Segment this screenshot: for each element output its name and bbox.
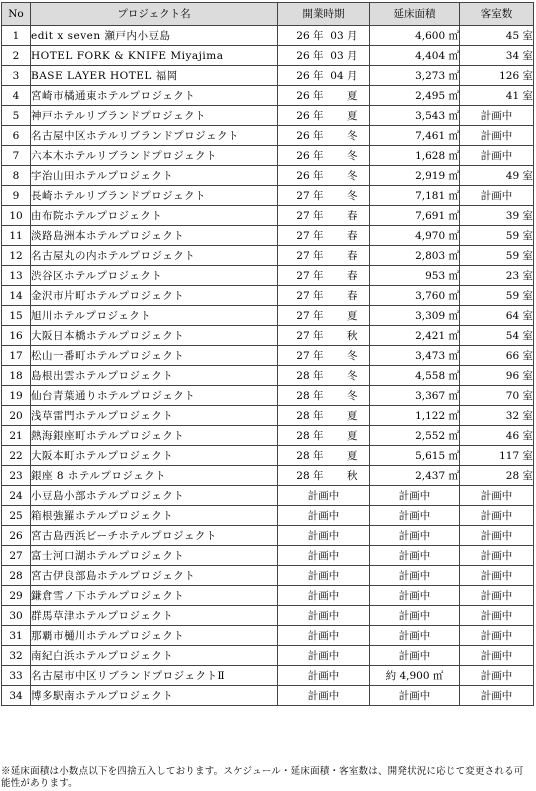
project-name: 渋谷区ホテルプロジェクト — [31, 266, 278, 286]
project-name: 博多駅南ホテルプロジェクト — [31, 686, 278, 706]
room-count: 計画中 — [460, 146, 534, 166]
floor-area: 計画中 — [370, 606, 460, 626]
room-count: 計画中 — [460, 106, 534, 126]
opening-month-or-season: 春 — [347, 249, 358, 262]
floor-area: 2,803 ㎡ — [370, 246, 460, 266]
room-count: 45 室 — [460, 26, 534, 46]
opening-year: 27 年 — [296, 249, 324, 262]
opening-month-or-season: 冬 — [347, 149, 358, 162]
project-name: 鎌倉雪ノ下ホテルプロジェクト — [31, 586, 278, 606]
project-name: 松山一番町ホテルプロジェクト — [31, 346, 278, 366]
opening-year: 28 年 — [296, 429, 324, 442]
table-row — [2, 646, 534, 666]
row-number: 20 — [2, 406, 31, 426]
room-count: 59 室 — [460, 286, 534, 306]
table-row — [2, 506, 534, 526]
opening-year: 27 年 — [296, 209, 324, 222]
project-name: 銀座 8 ホテルプロジェクト — [31, 466, 278, 486]
room-count: 49 室 — [460, 166, 534, 186]
room-count: 計画中 — [460, 526, 534, 546]
project-name: 大阪本町ホテルプロジェクト — [31, 446, 278, 466]
opening-period — [278, 286, 370, 306]
room-count: 計画中 — [460, 566, 534, 586]
table-row — [2, 146, 534, 166]
opening-period: 計画中 — [278, 626, 370, 646]
project-name: 大阪日本橋ホテルプロジェクト — [31, 326, 278, 346]
opening-year: 28 年 — [296, 449, 324, 462]
opening-period — [278, 446, 370, 466]
opening-period — [278, 246, 370, 266]
room-count: 41 室 — [460, 86, 534, 106]
row-number: 33 — [2, 666, 31, 686]
opening-year: 27 年 — [296, 269, 324, 282]
project-name: 浅草雷門ホテルプロジェクト — [31, 406, 278, 426]
row-number: 34 — [2, 686, 31, 706]
row-number: 12 — [2, 246, 31, 266]
project-table — [1, 2, 534, 706]
table-row — [2, 606, 534, 626]
room-count: 計画中 — [460, 546, 534, 566]
floor-area: 3,760 ㎡ — [370, 286, 460, 306]
opening-month-or-season: 冬 — [347, 189, 358, 202]
room-count: 117 室 — [460, 446, 534, 466]
opening-year: 27 年 — [296, 349, 324, 362]
row-number: 24 — [2, 486, 31, 506]
header-floor-area: 延床面積 — [370, 3, 460, 26]
header-rooms: 客室数 — [460, 3, 534, 26]
floor-area: 1,628 ㎡ — [370, 146, 460, 166]
row-number: 31 — [2, 626, 31, 646]
table-row — [2, 686, 534, 706]
project-name: 那覇市樋川ホテルプロジェクト — [31, 626, 278, 646]
row-number: 4 — [2, 86, 31, 106]
project-name: 由布院ホテルプロジェクト — [31, 206, 278, 226]
row-number: 17 — [2, 346, 31, 366]
floor-area: 7,461 ㎡ — [370, 126, 460, 146]
floor-area: 計画中 — [370, 646, 460, 666]
table-row — [2, 626, 534, 646]
room-count: 計画中 — [460, 506, 534, 526]
header-no: No — [2, 3, 31, 26]
floor-area: 2,552 ㎡ — [370, 426, 460, 446]
row-number: 23 — [2, 466, 31, 486]
project-name: 旭川ホテルプロジェクト — [31, 306, 278, 326]
row-number: 11 — [2, 226, 31, 246]
room-count: 23 室 — [460, 266, 534, 286]
project-name: 島根出雲ホテルプロジェクト — [31, 366, 278, 386]
floor-area: 3,543 ㎡ — [370, 106, 460, 126]
opening-period — [278, 466, 370, 486]
opening-period: 計画中 — [278, 526, 370, 546]
floor-area: 4,558 ㎡ — [370, 366, 460, 386]
table-row — [2, 546, 534, 566]
floor-area: 3,473 ㎡ — [370, 346, 460, 366]
floor-area: 計画中 — [370, 526, 460, 546]
floor-area: 2,495 ㎡ — [370, 86, 460, 106]
opening-year: 26 年 — [296, 169, 324, 182]
opening-month-or-season: 春 — [347, 209, 358, 222]
floor-area: 計画中 — [370, 546, 460, 566]
opening-month-or-season: 03 月 — [330, 29, 358, 42]
table-row — [2, 186, 534, 206]
project-name: 富士河口湖ホテルプロジェクト — [31, 546, 278, 566]
project-name: 箱根強羅ホテルプロジェクト — [31, 506, 278, 526]
row-number: 5 — [2, 106, 31, 126]
opening-period — [278, 26, 370, 46]
table-row — [2, 206, 534, 226]
room-count: 計画中 — [460, 586, 534, 606]
floor-area: 953 ㎡ — [370, 266, 460, 286]
floor-area: 計画中 — [370, 586, 460, 606]
room-count: 計画中 — [460, 186, 534, 206]
table-row — [2, 26, 534, 46]
room-count: 66 室 — [460, 346, 534, 366]
room-count: 96 室 — [460, 366, 534, 386]
opening-period: 計画中 — [278, 506, 370, 526]
table-row — [2, 446, 534, 466]
project-name: 長崎ホテルリブランドプロジェクト — [31, 186, 278, 206]
opening-period — [278, 146, 370, 166]
project-name: 名古屋市中区リブランドプロジェクトⅡ — [31, 666, 278, 686]
row-number: 27 — [2, 546, 31, 566]
table-row — [2, 486, 534, 506]
floor-area: 4,600 ㎡ — [370, 26, 460, 46]
table-row — [2, 126, 534, 146]
opening-month-or-season: 04 月 — [330, 69, 358, 82]
row-number: 29 — [2, 586, 31, 606]
project-name: 淡路島洲本ホテルプロジェクト — [31, 226, 278, 246]
row-number: 30 — [2, 606, 31, 626]
opening-year: 28 年 — [296, 389, 324, 402]
opening-period: 計画中 — [278, 686, 370, 706]
opening-period — [278, 166, 370, 186]
project-name: 小豆島小部ホテルプロジェクト — [31, 486, 278, 506]
floor-area: 7,691 ㎡ — [370, 206, 460, 226]
floor-area: 計画中 — [370, 566, 460, 586]
header-opening-period: 開業時期 — [278, 3, 370, 26]
opening-year: 28 年 — [296, 469, 324, 482]
opening-month-or-season: 夏 — [347, 429, 358, 442]
project-name: 宮古伊良部島ホテルプロジェクト — [31, 566, 278, 586]
table-row — [2, 66, 534, 86]
project-name: BASE LAYER HOTEL 福岡 — [31, 66, 278, 86]
table-row — [2, 366, 534, 386]
row-number: 25 — [2, 506, 31, 526]
project-name: 宇治山田ホテルプロジェクト — [31, 166, 278, 186]
opening-year: 27 年 — [296, 189, 324, 202]
row-number: 16 — [2, 326, 31, 346]
table-row — [2, 566, 534, 586]
room-count: 34 室 — [460, 46, 534, 66]
row-number: 26 — [2, 526, 31, 546]
opening-period — [278, 46, 370, 66]
room-count: 32 室 — [460, 406, 534, 426]
opening-year: 26 年 — [296, 69, 324, 82]
row-number: 28 — [2, 566, 31, 586]
opening-period — [278, 206, 370, 226]
row-number: 32 — [2, 646, 31, 666]
project-name: 仙台青葉通りホテルプロジェクト — [31, 386, 278, 406]
table-row — [2, 226, 534, 246]
opening-month-or-season: 夏 — [347, 109, 358, 122]
room-count: 54 室 — [460, 326, 534, 346]
row-number: 15 — [2, 306, 31, 326]
table-row — [2, 666, 534, 686]
opening-year: 27 年 — [296, 289, 324, 302]
project-name: 宮崎市橘通東ホテルプロジェクト — [31, 86, 278, 106]
header-project-name: プロジェクト名 — [31, 3, 278, 26]
floor-area: 2,919 ㎡ — [370, 166, 460, 186]
opening-month-or-season: 春 — [347, 289, 358, 302]
floor-area: 計画中 — [370, 506, 460, 526]
row-number: 14 — [2, 286, 31, 306]
table-row — [2, 246, 534, 266]
project-name: 金沢市片町ホテルプロジェクト — [31, 286, 278, 306]
opening-month-or-season: 冬 — [347, 369, 358, 382]
opening-month-or-season: 夏 — [347, 89, 358, 102]
opening-period — [278, 326, 370, 346]
row-number: 13 — [2, 266, 31, 286]
project-name: 名古屋中区ホテルリブランドプロジェクト — [31, 126, 278, 146]
room-count: 46 室 — [460, 426, 534, 446]
opening-period — [278, 346, 370, 366]
table-row — [2, 386, 534, 406]
room-count: 計画中 — [460, 626, 534, 646]
project-name: 南紀白浜ホテルプロジェクト — [31, 646, 278, 666]
opening-year: 26 年 — [296, 89, 324, 102]
row-number: 18 — [2, 366, 31, 386]
floor-area: 4,404 ㎡ — [370, 46, 460, 66]
room-count: 39 室 — [460, 206, 534, 226]
floor-area: 5,615 ㎡ — [370, 446, 460, 466]
floor-area: 約 4,900 ㎡ — [370, 666, 460, 686]
project-name: 神戸ホテルリブランドプロジェクト — [31, 106, 278, 126]
row-number: 10 — [2, 206, 31, 226]
floor-area: 4,970 ㎡ — [370, 226, 460, 246]
table-row — [2, 286, 534, 306]
opening-period — [278, 266, 370, 286]
row-number: 21 — [2, 426, 31, 446]
row-number: 3 — [2, 66, 31, 86]
floor-area: 1,122 ㎡ — [370, 406, 460, 426]
row-number: 8 — [2, 166, 31, 186]
table-row — [2, 46, 534, 66]
opening-month-or-season: 冬 — [347, 129, 358, 142]
table-row — [2, 346, 534, 366]
table-row — [2, 306, 534, 326]
opening-month-or-season: 冬 — [347, 169, 358, 182]
row-number: 9 — [2, 186, 31, 206]
row-number: 22 — [2, 446, 31, 466]
project-name: 熱海銀座町ホテルプロジェクト — [31, 426, 278, 446]
opening-period: 計画中 — [278, 586, 370, 606]
table-row — [2, 166, 534, 186]
opening-year: 26 年 — [296, 149, 324, 162]
opening-period — [278, 126, 370, 146]
table-row — [2, 526, 534, 546]
opening-period: 計画中 — [278, 646, 370, 666]
opening-month-or-season: 秋 — [347, 329, 358, 342]
opening-period: 計画中 — [278, 486, 370, 506]
floor-area: 計画中 — [370, 686, 460, 706]
table-row — [2, 586, 534, 606]
opening-year: 26 年 — [296, 29, 324, 42]
room-count: 計画中 — [460, 646, 534, 666]
project-name: 群馬草津ホテルプロジェクト — [31, 606, 278, 626]
opening-month-or-season: 冬 — [347, 389, 358, 402]
table-header-row — [2, 3, 534, 26]
room-count: 計画中 — [460, 126, 534, 146]
opening-month-or-season: 03 月 — [330, 49, 358, 62]
room-count: 28 室 — [460, 466, 534, 486]
floor-area: 3,273 ㎡ — [370, 66, 460, 86]
room-count: 70 室 — [460, 386, 534, 406]
row-number: 7 — [2, 146, 31, 166]
opening-month-or-season: 夏 — [347, 309, 358, 322]
project-name: 宮古島西浜ビーチホテルプロジェクト — [31, 526, 278, 546]
floor-area: 3,309 ㎡ — [370, 306, 460, 326]
room-count: 計画中 — [460, 666, 534, 686]
opening-month-or-season: 夏 — [347, 449, 358, 462]
table-body — [2, 26, 534, 706]
project-name: edit x seven 瀬戸内小豆島 — [31, 26, 278, 46]
opening-period: 計画中 — [278, 566, 370, 586]
floor-area: 7,181 ㎡ — [370, 186, 460, 206]
opening-period: 計画中 — [278, 606, 370, 626]
table-row — [2, 106, 534, 126]
row-number: 6 — [2, 126, 31, 146]
row-number: 2 — [2, 46, 31, 66]
table-row — [2, 326, 534, 346]
opening-year: 28 年 — [296, 409, 324, 422]
opening-period: 計画中 — [278, 666, 370, 686]
opening-year: 26 年 — [296, 109, 324, 122]
room-count: 126 室 — [460, 66, 534, 86]
room-count: 計画中 — [460, 686, 534, 706]
row-number: 19 — [2, 386, 31, 406]
opening-period — [278, 406, 370, 426]
room-count: 計画中 — [460, 606, 534, 626]
room-count: 59 室 — [460, 246, 534, 266]
opening-period — [278, 306, 370, 326]
table-row — [2, 406, 534, 426]
floor-area: 3,367 ㎡ — [370, 386, 460, 406]
opening-year: 27 年 — [296, 229, 324, 242]
opening-period — [278, 426, 370, 446]
project-name: HOTEL FORK & KNIFE Miyajima — [31, 46, 278, 66]
floor-area: 2,437 ㎡ — [370, 466, 460, 486]
opening-month-or-season: 冬 — [347, 349, 358, 362]
table-row — [2, 266, 534, 286]
opening-year: 27 年 — [296, 329, 324, 342]
table-row — [2, 466, 534, 486]
row-number: 1 — [2, 26, 31, 46]
room-count: 59 室 — [460, 226, 534, 246]
floor-area: 2,421 ㎡ — [370, 326, 460, 346]
opening-period — [278, 86, 370, 106]
opening-year: 28 年 — [296, 369, 324, 382]
project-name: 名古屋丸の内ホテルプロジェクト — [31, 246, 278, 266]
opening-year: 26 年 — [296, 49, 324, 62]
footnote: ※延床面積は小数点以下を四捨五入しております。スケジュール・延床面積・客室数は、開発状況に応じて変更される可能性があります。 — [1, 766, 524, 789]
opening-year: 27 年 — [296, 309, 324, 322]
opening-month-or-season: 秋 — [347, 469, 358, 482]
room-count: 計画中 — [460, 486, 534, 506]
opening-year: 26 年 — [296, 129, 324, 142]
opening-month-or-season: 春 — [347, 229, 358, 242]
opening-period — [278, 386, 370, 406]
opening-period — [278, 186, 370, 206]
opening-period: 計画中 — [278, 546, 370, 566]
project-name: 六本木ホテルリブランドプロジェクト — [31, 146, 278, 166]
opening-month-or-season: 春 — [347, 269, 358, 282]
opening-period — [278, 106, 370, 126]
floor-area: 計画中 — [370, 486, 460, 506]
opening-period — [278, 226, 370, 246]
table-row — [2, 426, 534, 446]
floor-area: 計画中 — [370, 626, 460, 646]
opening-month-or-season: 夏 — [347, 409, 358, 422]
opening-period — [278, 66, 370, 86]
table-row — [2, 86, 534, 106]
opening-period — [278, 366, 370, 386]
room-count: 64 室 — [460, 306, 534, 326]
